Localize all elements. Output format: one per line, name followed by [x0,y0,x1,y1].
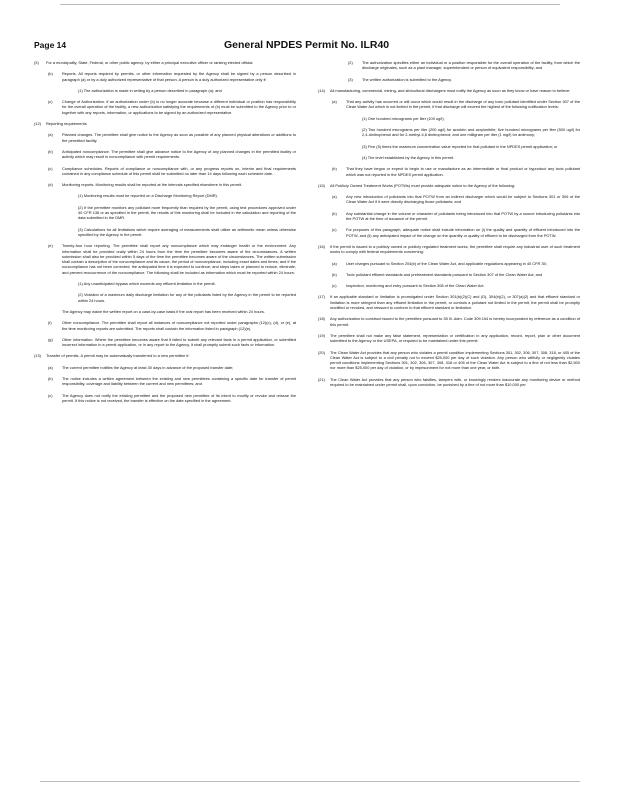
paragraph-text: (2) Two hundred micrograms per liter (200 ug/l) for acrolein and acrylonitrile; five hundred micrograms per liter (500 ug/l) for 2,4-dinitrophenol and for 2-methyl-4,6 dinitrophenol; and one milligram per liter (1 mg/l) for antimony; [362,127,580,138]
paragraph-label: (g) [48,336,53,342]
paragraph-label: (13) [34,353,41,359]
paragraph-text: The notice includes a written agreement between the existing and new permittees containing a specific date for transfer of permit responsibility, coverage and liability between the current and new permittees; and [62,375,296,387]
paragraph [34,376,296,387]
paragraph-text: The current permittee notifies the Agency at least 30 days in advance of the proposed transfer date; [62,364,234,370]
paragraph-text: Other noncompliance. The permittee shall report all instances of noncompliance not reported under paragraphs (12)(c), (d), or (e), at the time monitoring reports are submitted. The reports shall contain the information listed in paragraph (12)(e). [62,320,296,331]
scan-artifact-bottom [40,781,580,782]
paragraph-label: (a) [332,99,337,105]
paragraph [34,365,296,370]
paragraph [34,182,296,187]
paragraph-text: Monitoring reports. Monitoring results shall be reported at the intervals specified elsewhere in this permit. [62,182,243,188]
paragraph-text: Any authorization to construct issued to the permittee pursuant to 35 Ill. Adm. Code 309.154 is hereby incorporated by reference as a condition of this permit. [330,316,580,327]
paragraph-label: (20) [318,349,325,355]
paragraph [318,183,580,188]
paragraph [34,243,296,275]
paragraph-label: (f) [48,320,52,326]
paragraph-label: (c) [332,283,337,289]
paragraph [34,337,296,348]
document-title: General NPDES Permit No. ILR40 [224,39,390,51]
paragraph-label: (2) [348,60,353,65]
paragraph-label: (17) [318,294,325,300]
paragraph-text: For a municipality, State, Federal, or other public agency: by either a principal executive officer or ranking elected official. [46,60,254,65]
paragraph-text: Reports. All reports required by permits, or other information requested by the Agency shall be signed by a person described in paragraph (a) or by a duly authorized representative of that person. A person is a duly authorized representative only if: [62,71,296,82]
paragraph [34,320,296,331]
paragraph [34,88,296,93]
paragraph [34,227,296,238]
paragraph [34,281,296,286]
paragraph-label: (21) [318,376,325,382]
paragraph [34,149,296,160]
paragraph-label: (a) [332,194,337,200]
paragraph [34,205,296,221]
paragraph-label: (c) [48,165,53,171]
paragraph [34,353,296,358]
paragraph [318,60,580,71]
paragraph-text: (2) If the permittee monitors any pollutant more frequently than required by the permit, using test procedures approved under 40 CFR 136 or as specified in the permit, the results of this monitoring shall be included in the calculation and reporting of the data submitted in the DMR. [78,204,296,221]
page-number: Page 14 [34,40,67,50]
paragraph-label: (e) [48,243,53,249]
paragraph [318,144,580,149]
paragraph-text: Other information. Where the permittee becomes aware that it failed to submit any relevant facts in a permit application, or submitted incorrect information in a permit application, or in any report to the Agency, it shall promptly submit such facts or information. [62,336,296,348]
paragraph-label: (a) [48,132,53,138]
paragraph-text: That any activity has occurred or will occur which would result in the discharge of any toxic pollutant identified under Section 307 of the Clean Water Act which is not limited in the permit, if that discharge will exceed the highest of the following notification levels: [346,99,580,110]
paragraph-label: (a) [332,260,337,266]
paragraph [318,272,580,277]
paragraph-label: (b) [48,375,53,381]
paragraph-text: That they have begun or expect to begin to use or manufacture as an intermediate or final product or byproduct any toxic pollutant which was not reported in the NPDES permit application. [346,166,580,177]
paragraph [318,227,580,238]
paragraph [318,244,580,255]
left-text-column [34,60,296,409]
paragraph-text: Toxic pollutant effluent standards and pretreatment standards pursuant to Section 307 of the Clean Water Act; and [346,271,543,277]
paragraph-text: All Publicly Owned Treatment Works (POTWs) must provide adequate notice to the Agency of the following: [330,182,516,188]
paragraph-label: (14) [318,87,325,93]
paragraph [318,350,580,371]
paragraph [318,377,580,388]
paragraph [318,294,580,310]
paragraph-text: (3) Five (5) times the maximum concentration value reported for that pollutant in the NPDES permit application; or [362,143,558,149]
paragraph-text: (3) Calculations for all limitations which require averaging of measurements shall utilize an arithmetic mean unless otherwise specified by the Agency in the permit. [78,226,296,237]
paragraph-label: (d) [48,182,53,188]
paragraph [34,132,296,143]
paragraph [34,292,296,303]
paragraph-text: (2) Violation of a maximum daily discharge limitation for any of the pollutants listed by the Agency in the permit to be reported within 24 hours. [78,292,296,303]
paragraph-label: (3) [348,76,353,82]
paragraph-label: (b) [332,271,337,277]
paragraph-label: (c) [332,227,337,233]
paragraph-text: The Clean Water Act provides that any person who falsifies, tampers with, or knowingly renders inaccurate any monitoring device or method required to be maintained under permit shall, upon conviction, be punished by a fine of not more than $10,000 per [330,376,580,387]
paragraph [318,127,580,138]
paragraph [318,155,580,160]
paragraph-label: (b) [332,166,337,172]
paragraph [318,88,580,93]
paragraph-label: (18) [318,316,325,322]
paragraph-label: (b) [48,148,53,154]
paragraph-text: Transfer of permits. A permit may be automatically transferred to a new permittee if: [46,353,190,359]
paragraph-label: (12) [34,121,41,127]
paragraph [318,166,580,177]
paragraph-text: Planned changes. The permittee shall give notice to the Agency as soon as possible of any planned physical alterations or additions to the permitted facility. [62,132,296,143]
paragraph-label: (c) [48,392,53,398]
paragraph [318,333,580,344]
paragraph [318,77,580,82]
paragraph [318,316,580,327]
paragraph-text: Inspection, monitoring and entry pursuant to Section 308 of the Clean Water Act. [346,283,485,289]
paragraph [318,261,580,266]
paragraph [34,309,296,314]
paragraph-text: All manufacturing, commercial, mining, and silvicultural dischargers must notify the Agency as soon as they know or have reason to believe: [330,87,571,93]
paragraph-text: The Agency may waive the written report on a case-by-case basis if the oral report has been received within 24 hours. [62,308,265,314]
paragraph-text: The Agency does not notify the existing permittee and the proposed new permittee of its intent to modify or revoke and reissue the permit. If this notice is not received, the transfer is effective on the date specified in the agreement. [62,392,296,403]
paragraph-label: (3) [34,60,39,65]
paragraph-text: The Clean Water Act provides that any person who violates a permit condition implementing Sections 301, 302, 306, 307, 308, 318, or 405 of the Clean Water Act is subject to a civil penalty not to exceed $25,000 per day of such violation. Any person who willfully or negligently violates permit conditions implementing Sections 301, 302, 306, 307, 308, 318 or 405 of the Clean Water Act is subject to a fine of not less than $2,500 nor more than $25,000 per day of violation, or by imprisonment for not more than one year, or both. [330,349,580,371]
paragraph-text: User charges pursuant to Section 204(b) of the Clean Water Act, and applicable regulations appearing in 40 CFR 35; [346,260,547,266]
paragraph-text: Reporting requirements [46,121,87,127]
paragraph-label: (b) [332,210,337,216]
paragraph-label: (16) [318,243,325,249]
paragraph [318,283,580,288]
paragraph [34,99,296,115]
paragraph-text: The permittee shall not make any false statement, representation or certification in any application, record, report, plan or other document submitted to the Agency or the USEPA, or required to be maintained under this permit. [330,332,580,344]
paragraph [318,116,580,121]
paragraph-text: Anticipated noncompliance. The permittee shall give advance notice to the Agency of any planned changes in the permitted facility or activity which may result in noncompliance with permit requirements. [62,148,296,160]
paragraph-text: The authorization specifies either an individual or a position responsible for the overall operation of the facility, from which the discharge originates, such as a plant manager, superintendent or person of equivalent responsibility; and [362,60,580,71]
paragraph-text: (1) Any unanticipated bypass which exceeds any effluent limitation in the permit. [78,281,216,287]
paragraph [34,71,296,82]
paragraph-text: (1) One hundred micrograms per liter (100 ug/l); [362,115,445,121]
paragraph [34,393,296,404]
paragraph [34,60,296,65]
right-text-column [318,60,580,393]
paragraph-text: If the permit is issued to a publicly owned or publicly regulated treatment works, the permittee shall require any industrial user of such treatment works to comply with federal requirements concerning: [330,243,580,255]
paragraph [318,99,580,110]
paragraph-text: Any new introduction of pollutants into that POTW from an indirect discharger which would be subject to Sections 301 or 306 of the Clean Water Act if it were directly discharging those pollutants; and [346,194,580,205]
paragraph-label: (b) [48,71,53,77]
paragraph [34,193,296,198]
paragraph-text: (1) Monitoring results must be reported on a Discharge Monitoring Report (DMR). [78,193,218,199]
paragraph-label: (19) [318,332,325,338]
paragraph-label: (a) [48,364,53,370]
paragraph-text: (1) The authorization is made in writing by a person described in paragraph (a); and [78,87,222,93]
paragraph-text: Any substantial change in the volume or character of pollutants being introduced into that POTW by a source introducing pollutants into the POTW at the time of issuance of the permit. [346,210,580,222]
paragraph-text: If an applicable standard or limitation is promulgated under Section 301(b)(2)(C) and (D), 304(b)(2), or 307(a)(2) and that effluent standard or limitation is more stringent than any effluent limitation in the permit, or controls a pollutant not limited in the permit, the permit shall be promptly modified or revoked, and reissued to conform to that effluent standard or limitation. [330,294,580,311]
paragraph-text: Twenty-four hour reporting. The permittee shall report any noncompliance which may endanger health or the environment. Any information shall be provided orally within 24 hours from the time the permittee becomes aware of the circumstances. A written submission shall also be provided within 5 days of the time the permittee becomes aware of the circumstances. The written submission shall contain a description of the noncompliance and its cause; the period of noncompliance, including exact dates and times; and if the noncompliance has not been corrected, the anticipated time it is expected to continue; and steps taken or planned to reduce, eliminate, and prevent reoccurrence of the noncompliance. The following shall be included as information which must be reported within 24 hours: [62,243,296,275]
paragraph-label: (c) [48,99,53,105]
paragraph-text: The written authorization is submitted to the Agency. [362,76,452,82]
paragraph-text: Change of Authorization. If an authorization under (b) is no longer accurate because a different individual or position has responsibility for the overall operation of the facility, a new authorization satisfying the requirements of (b) must be submitted to the Agency prior to or together with any reports, information, or applications to be signed by an authorized representative. [62,99,296,115]
scan-artifact-top [60,4,560,5]
paragraph [34,121,296,126]
page-header [34,40,578,56]
paragraph-text: Compliance schedules. Reports of compliance or noncompliance with, or any progress reports on, interim and final requirements contained in any compliance schedule of this permit shall be submitted no later than 14 days following each schedule date. [62,165,296,176]
paragraph [318,211,580,222]
paragraph-label: (15) [318,182,325,188]
paragraph-text: For purposes of this paragraph, adequate notice shall include information on (i) the quality and quantity of effluent introduced into the POTW, and (ii) any anticipated impact of the change on the quantity or quality of effluent to be discharged from the POTW. [346,227,580,238]
paragraph-text: (4) The level established by the Agency in this permit. [362,154,455,160]
paragraph [318,194,580,205]
paragraph [34,166,296,177]
